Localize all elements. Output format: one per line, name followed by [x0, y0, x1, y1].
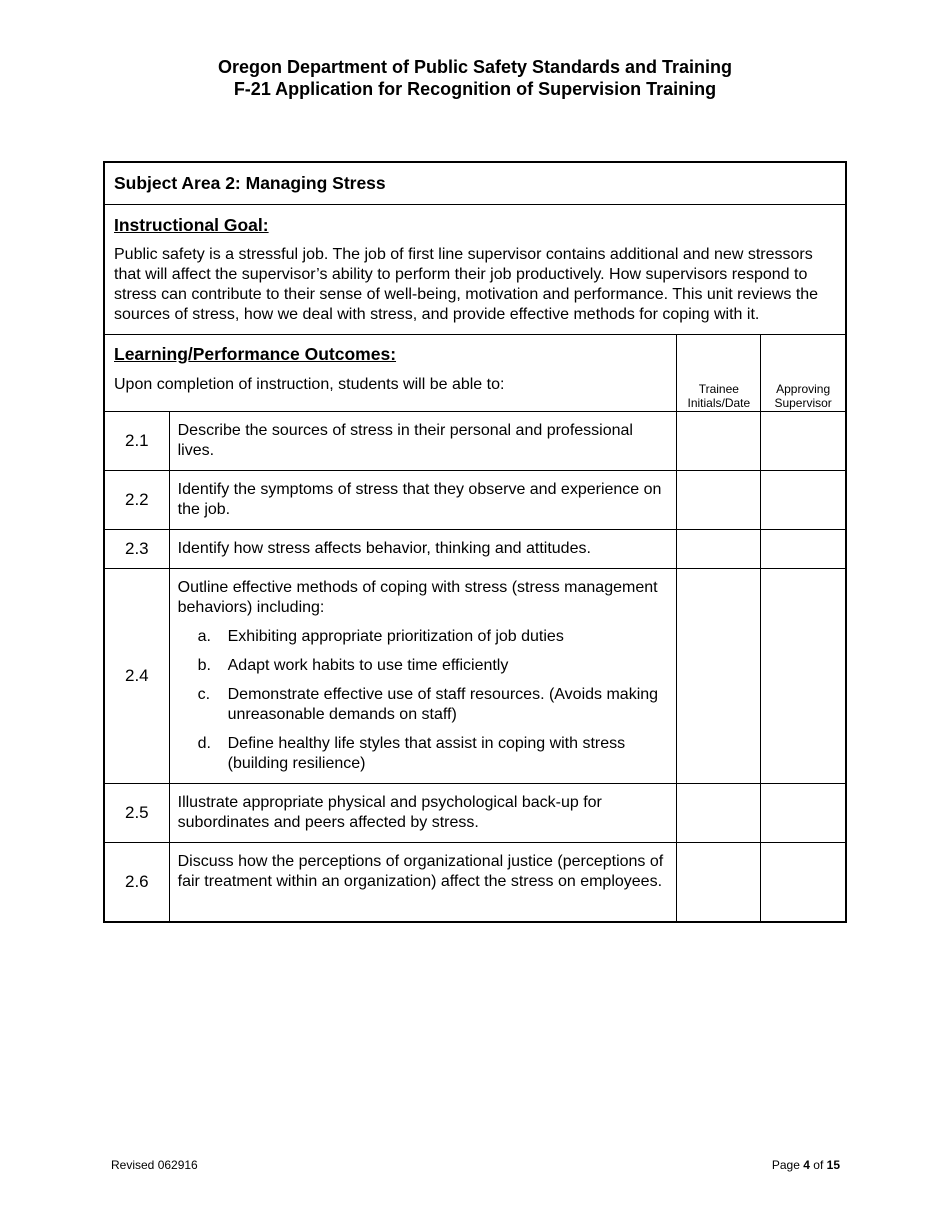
outcomes-header: [104, 335, 677, 412]
sub-outcome-text: Demonstrate effective use of staff resources. (Avoids making unreasonable demands on staff): [227, 686, 659, 723]
sub-outcome-text: Adapt work habits to use time efficiently: [227, 657, 509, 674]
sub-outcome-letter: d.: [197, 735, 211, 752]
supervisor-header-line-2: Supervisor: [774, 396, 832, 410]
trainee-column-header: [677, 335, 761, 412]
trainee-initials-cell[interactable]: [677, 569, 761, 784]
sub-outcome-list: [178, 627, 669, 774]
header-line-1: Oregon Department of Public Safety Standards and Training: [217, 57, 733, 77]
supervisor-approval-cell[interactable]: [761, 530, 846, 569]
sub-outcome-letter: c.: [197, 686, 211, 703]
outcome-row: [104, 471, 846, 530]
outcome-number: 2.1: [104, 412, 169, 471]
outcome-number: 2.4: [104, 569, 169, 784]
sub-outcome-item: [178, 685, 669, 725]
sub-outcome-item: [178, 627, 669, 647]
sub-outcome-text: Define healthy life styles that assist in coping with stress (building resilience): [227, 735, 626, 772]
trainee-initials-cell[interactable]: [677, 412, 761, 471]
supervisor-approval-cell[interactable]: [761, 412, 846, 471]
page-total: 15: [826, 1158, 840, 1172]
page-number: [772, 1158, 840, 1172]
supervisor-approval-cell[interactable]: [761, 569, 846, 784]
outcome-number: 2.5: [104, 784, 169, 843]
goal-cell: [104, 205, 846, 335]
outcomes-subtitle: Upon completion of instruction, students will be able to:: [114, 376, 505, 393]
trainee-header-line-2: Initials/Date: [687, 396, 751, 410]
page-current: 4: [803, 1158, 810, 1172]
header-line-2: F-21 Application for Recognition of Supervision Training: [233, 79, 717, 99]
outcome-text: Outline effective methods of coping with stress (stress management behaviors) including:: [177, 579, 658, 616]
sub-outcome-text: Exhibiting appropriate prioritization of job duties: [227, 628, 564, 645]
outcome-row: [104, 843, 846, 922]
outcome-number: 2.3: [104, 530, 169, 569]
outcome-number: 2.6: [104, 843, 169, 922]
goal-title: Instructional Goal:: [114, 215, 269, 235]
outcomes-title: Learning/Performance Outcomes:: [114, 344, 397, 364]
sub-outcome-item: [178, 656, 669, 676]
supervisor-approval-cell[interactable]: [761, 784, 846, 843]
trainee-initials-cell[interactable]: [677, 471, 761, 530]
subject-title: Subject Area 2: Managing Stress: [104, 162, 846, 205]
supervisor-approval-cell[interactable]: [761, 471, 846, 530]
document-header: [0, 56, 950, 100]
page-of: of: [813, 1158, 824, 1172]
supervisor-approval-cell[interactable]: [761, 843, 846, 922]
revision-note: Revised 062916: [111, 1158, 198, 1172]
goal-row: [104, 205, 846, 335]
sub-outcome-item: [178, 734, 669, 774]
outcome-text: Illustrate appropriate physical and psychological back-up for subordinates and peers affected by stress.: [169, 784, 677, 843]
trainee-initials-cell[interactable]: [677, 784, 761, 843]
goal-text: Public safety is a stressful job. The job of first line supervisor contains additional and new stressors that will affect the supervisor’s ability to perform their job productively. How supervisors respond to stress can contribute to their sense of well-being, motivation and performance. This unit reviews the sources of stress, how we deal with stress, and provide effective methods for coping with it.: [114, 246, 819, 323]
supervisor-column-header: [761, 335, 846, 412]
outcome-text-with-list: [169, 569, 677, 784]
outcome-row: [104, 412, 846, 471]
supervisor-header-line-1: Approving: [776, 382, 831, 396]
outcome-row: [104, 784, 846, 843]
sub-outcome-letter: a.: [197, 628, 211, 645]
sub-outcome-letter: b.: [197, 657, 211, 674]
outcome-text: Discuss how the perceptions of organizational justice (perceptions of fair treatment within an organization) affect the stress on employees.: [169, 843, 677, 922]
outcome-text: Identify how stress affects behavior, thinking and attitudes.: [169, 530, 677, 569]
trainee-initials-cell[interactable]: [677, 843, 761, 922]
trainee-initials-cell[interactable]: [677, 530, 761, 569]
subject-area-table: [103, 161, 847, 923]
trainee-header-line-1: Trainee: [698, 382, 739, 396]
outcome-number: 2.2: [104, 471, 169, 530]
outcome-row: [104, 530, 846, 569]
outcome-text: Describe the sources of stress in their personal and professional lives.: [169, 412, 677, 471]
subject-row: [104, 162, 846, 205]
outcome-text: Identify the symptoms of stress that they observe and experience on the job.: [169, 471, 677, 530]
page-prefix: Page: [771, 1158, 800, 1172]
outcome-row: [104, 569, 846, 784]
outcomes-header-row: [104, 335, 846, 412]
